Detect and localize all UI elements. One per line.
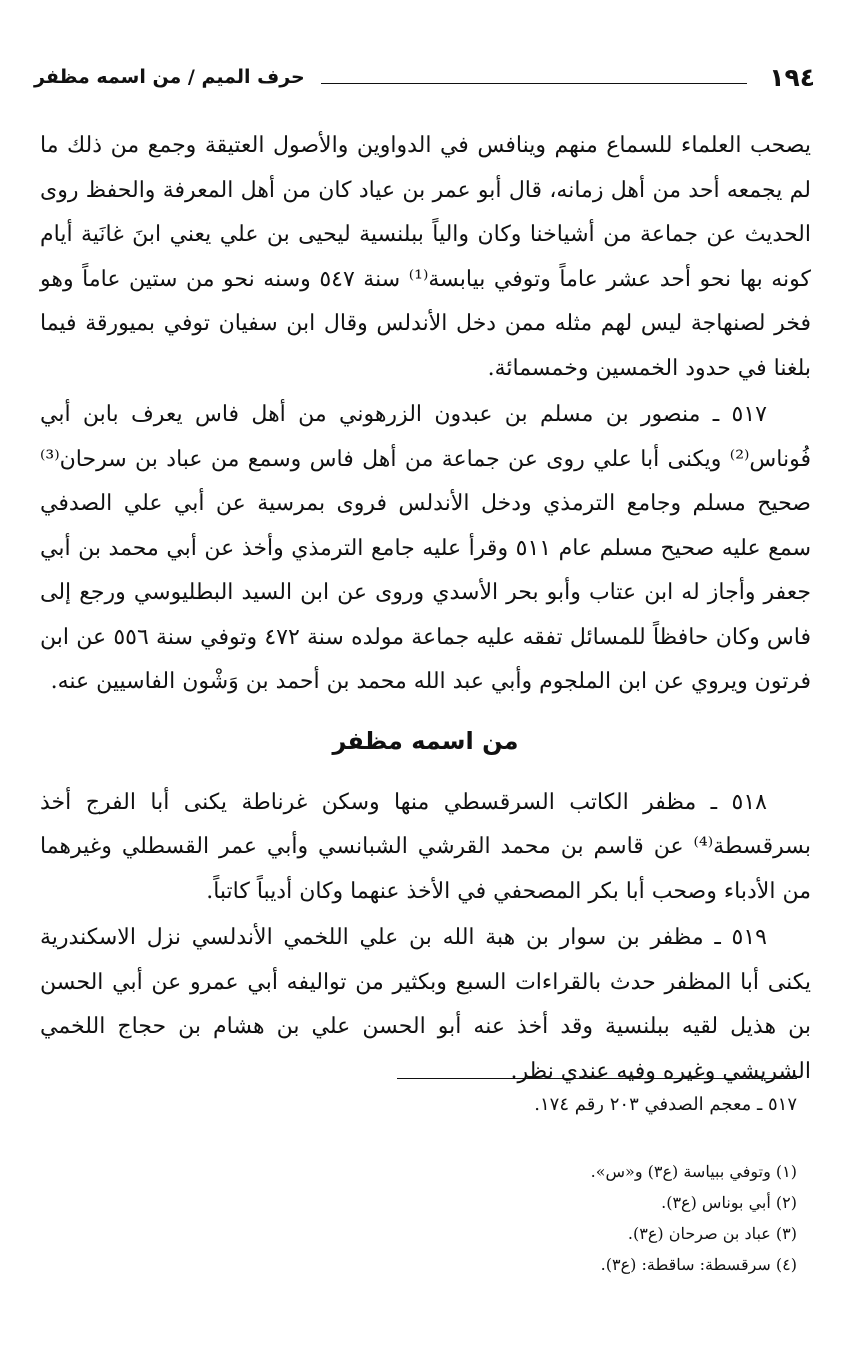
footnote-list — [591, 1156, 797, 1280]
footnote-3: (٣) عباد بن صرحان (ع٣). — [627, 1224, 797, 1243]
footnote-2: (٢) أبي بوناس (ع٣). — [661, 1193, 797, 1212]
entry-519: ٥١٩ ـ مظفر بن سوار بن هبة الله بن علي اللخمي الأندلسي نزل الاسكندرية يكنى أبا المظفر حدث بالقراءات السبع وبكثير من تواليفه أبي عمرو عن أبي الحسن بن هذيل لقيه ببلنسية وقد أخذ عنه أبو الحسن علي بن هشام بن حجاج اللخمي الشريشي وغيره وفيه عندي نظر. — [40, 925, 811, 1084]
entry-517: ٥١٧ ـ منصور بن مسلم بن عبدون الزرهوني من أهل فاس يعرف بابن أبي فُوناس⁽²⁾ ويكنى أبا علي روى عن جماعة من أهل فاس وسمع من عباد بن سرحان⁽³⁾ صحيح مسلم وجامع الترمذي ودخل الأندلس فروى بمرسية عن أبي علي الصدفي سمع عليه صحيح مسلم عام ٥١١ وقرأ عليه جامع الترمذي وأخذ عن أبي محمد بن أبي جعفر وأجاز له ابن عتاب وأبو بحر الأسدي وروى عن ابن السيد البطليوسي ورجع إلى فاس وكان حافظاً للمسائل تفقه عليه جماعة مولده سنة ٤٧٢ وتوفي سنة ٥٥٦ عن ابن فرتون ويروي عن ابن الملجوم وأبي عبد الله محمد بن أحمد بن وَشْون الفاسيين عنه. — [40, 402, 812, 694]
header-rule — [321, 83, 747, 84]
footnote-1: (١) وتوفي ببياسة (ع٣) و«س». — [590, 1162, 797, 1181]
section-heading: من اسمه مظفر — [332, 726, 519, 755]
source-note: ٥١٧ ـ معجم الصدفي ٢٠٣ رقم ١٧٤. — [534, 1094, 797, 1115]
footnote-4: (٤) سرقسطة: ساقطة: (ع٣). — [600, 1255, 797, 1274]
main-text — [40, 124, 811, 1094]
continued-paragraph: يصحب العلماء للسماع منهم وينافس في الدواوين والأصول العتيقة وجمع من ذلك ما لم يجمعه أحد من أهل زمانه، قال أبو عمر بن عياد كان من أهل المعرفة والحفظ روى الحديث عن جماعة من أشياخنا وكان والياً ببلنسية ليحيى بن علي يعني ابنَ غانَية أيام كونه بها نحو أحد عشر عاماً وتوفي بيابسة⁽¹⁾ سنة ٥٤٧ وسنه نحو من ستين عاماً وهو فخر لصنهاجة ليس لهم مثله ممن دخل الأندلس وقال ابن سفيان توفي بميورقة فيما بلغنا في حدود الخمسين وخمسمائة. — [40, 133, 811, 381]
entry-518: ٥١٨ ـ مظفر الكاتب السرقسطي منها وسكن غرناطة يكنى أبا الفرج أخذ بسرقسطة⁽⁴⁾ عن قاسم بن محمد القرشي الشبانسي وأبي عمر القسطلي وغيرهما من الأدباء وصحب أبا بكر المصحفي في الأخذ عنهما وكان أديباً كاتباً. — [40, 789, 811, 904]
running-header — [34, 62, 815, 92]
running-title: حرف الميم / من اسمه مظفر — [34, 66, 305, 88]
footnote-rule — [397, 1078, 797, 1079]
page-number: ١٩٤ — [769, 62, 815, 92]
